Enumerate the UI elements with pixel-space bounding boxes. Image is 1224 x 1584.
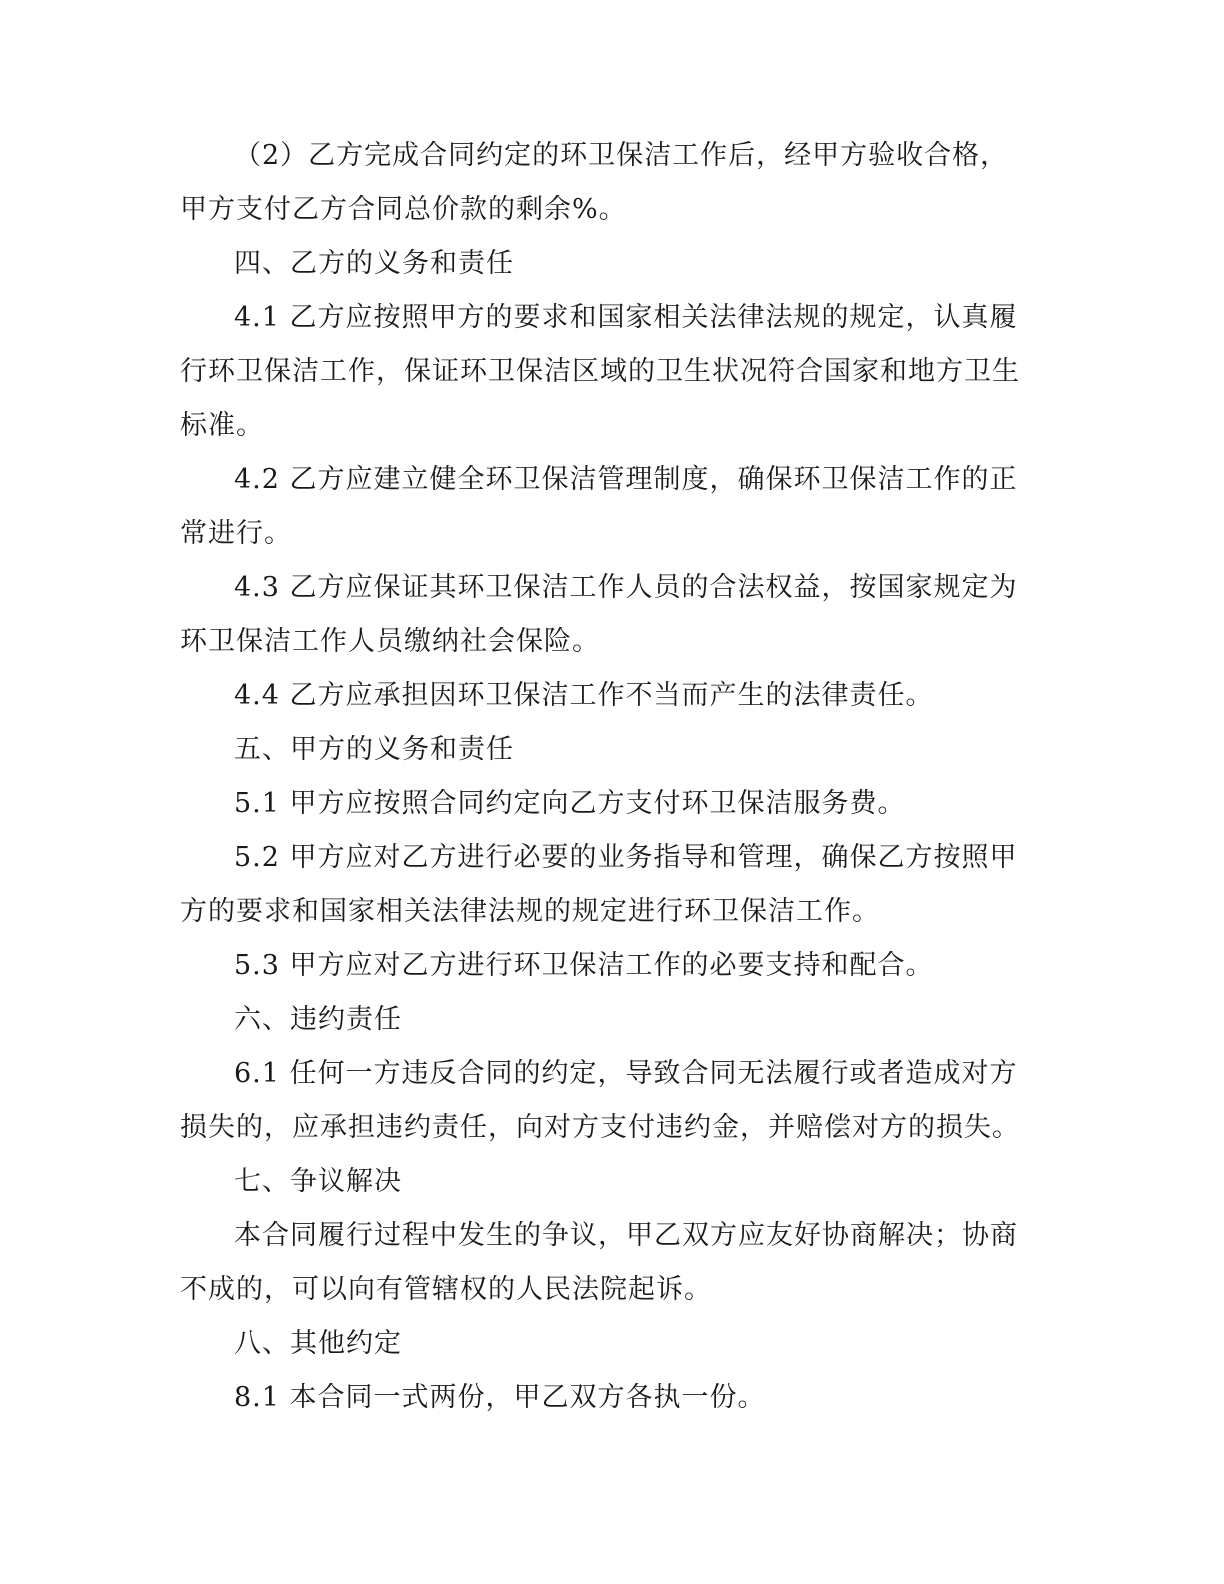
clause-5-3: 5.3 甲方应对乙方进行环卫保洁工作的必要支持和配合。: [234, 950, 934, 981]
clause-5-2: 5.2 甲方应对乙方进行必要的业务指导和管理，确保乙方按照甲方的要求和国家相关法律法规的规定进行环卫保洁工作。: [180, 842, 1018, 927]
clause-6-1: 6.1 任何一方违反合同的约定，导致合同无法履行或者造成对方损失的，应承担违约责任，向对方支付违约金，并赔偿对方的损失。: [180, 1058, 1020, 1143]
heading-other-provisions: 八、其他约定: [234, 1328, 402, 1359]
heading-party-b-obligations: 四、乙方的义务和责任: [234, 248, 514, 279]
paragraph-dispute-resolution: 本合同履行过程中发生的争议，甲乙双方应友好协商解决；协商不成的，可以向有管辖权的人民法院起诉。: [180, 1220, 1018, 1305]
heading-party-a-obligations: 五、甲方的义务和责任: [234, 734, 514, 765]
heading-breach-liability: 六、违约责任: [234, 1004, 402, 1035]
clause-8-1: 8.1 本合同一式两份，甲乙双方各执一份。: [234, 1382, 766, 1413]
clause-4-4: 4.4 乙方应承担因环卫保洁工作不当而产生的法律责任。: [234, 680, 934, 711]
document-body: [180, 129, 1030, 1425]
paragraph-payment-balance: （2）乙方完成合同约定的环卫保洁工作后，经甲方验收合格，甲方支付乙方合同总价款的剩余%。: [180, 140, 1009, 225]
clause-4-2: 4.2 乙方应建立健全环卫保洁管理制度，确保环卫保洁工作的正常进行。: [180, 464, 1018, 549]
clause-5-1: 5.1 甲方应按照合同约定向乙方支付环卫保洁服务费。: [234, 788, 906, 819]
clause-4-1: 4.1 乙方应按照甲方的要求和国家相关法律法规的规定，认真履行环卫保洁工作，保证环卫保洁区域的卫生状况符合国家和地方卫生标准。: [180, 302, 1020, 441]
heading-dispute-resolution: 七、争议解决: [234, 1166, 402, 1197]
clause-4-3: 4.3 乙方应保证其环卫保洁工作人员的合法权益，按国家规定为环卫保洁工作人员缴纳社会保险。: [180, 572, 1018, 657]
